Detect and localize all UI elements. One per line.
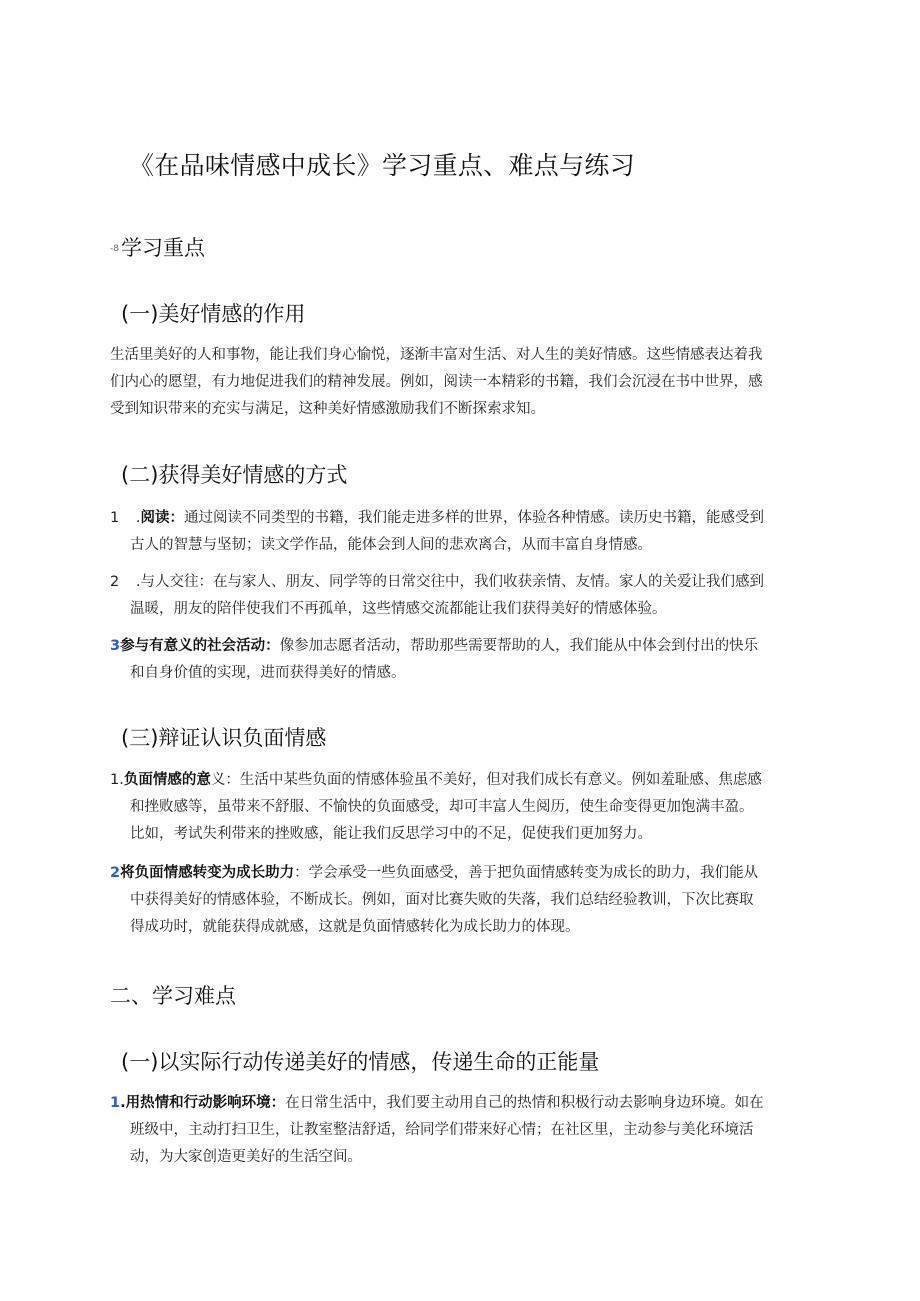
list-item (110, 860, 810, 941)
section-heading-key-points (110, 232, 205, 262)
subsection-heading: (三)辩证认识负面情感 (121, 726, 327, 750)
subsection-heading: (二)获得美好情感的方式 (121, 463, 348, 487)
item-label: 参与有意义的社会活动： (120, 638, 280, 654)
list-item (110, 767, 810, 848)
item-continuation: 温暖，朋友的陪伴使我们不再孤单，这些情感交流都能让我们获得美好的情感体验。 (130, 601, 667, 617)
item-continuation: 和挫败感等，虽带来不舒服、不愉快的负面感受，却可丰富人生阅历，使生命变得更加饱满丰盈。 (130, 799, 754, 815)
paragraph-line: 生活里美好的人和事物，能让我们身心愉悦，逐渐丰富对生活、对人生的美好情感。这些情感表达着我 (110, 347, 763, 363)
paragraph (110, 342, 810, 423)
item-continuation: 班级中，主动打扫卫生，让教室整洁舒适，给同学们带来好心情；在社区里，主动参与美化环境活 (130, 1122, 754, 1138)
subsection-heading: (一)以实际行动传递美好的情感，传递生命的正能量 (121, 1050, 600, 1074)
section-heading-difficulties: 二、学习难点 (110, 984, 236, 1008)
item-number: 2 (110, 865, 121, 881)
item-label: 负面情感的意 (123, 772, 211, 788)
item-separator: . (131, 510, 141, 526)
page-title: 《在品味情感中成长》学习重点、难点与练习 (129, 151, 636, 180)
item-continuation: 古人的智慧与坚韧；读文学作品，能体会到人间的悲欢离合，从而丰富自身情感。 (130, 537, 652, 553)
item-number: 2 (110, 574, 120, 590)
list-item (110, 633, 810, 687)
list-item (110, 505, 810, 559)
item-label: .用热情和行动影响环境： (120, 1095, 286, 1111)
item-text: 义：生活中某些负面的情感体验虽不美好，但对我们成长有意义。例如羞耻感、焦虑感 (210, 772, 762, 788)
item-continuation: 比如，考试失利带来的挫败感，能让我们反思学习中的不足，促使我们更加努力。 (130, 826, 652, 842)
item-text: ：学会承受一些负面感受，善于把负面情感转变为成长的助力，我们能从 (294, 865, 759, 881)
item-number: 1. (110, 772, 124, 788)
list-item (110, 569, 810, 623)
item-text: 与人交往：在与家人、朋友、同学等的日常交往中，我们收获亲情、友情。家人的关爱让我们感到 (140, 574, 764, 590)
item-continuation: 中获得美好的情感体验，不断成长。例如，面对比赛失败的失落，我们总结经验教训，下次比赛取 (130, 892, 754, 908)
item-number: 1 (110, 1095, 121, 1111)
heading-prefix: -8 (110, 244, 119, 254)
item-label: 将负面情感转变为成长助力 (120, 865, 295, 881)
paragraph-line: 受到知识带来的充实与满足，这种美好情感激励我们不断探索求知。 (110, 401, 545, 417)
subsection-heading: (一)美好情感的作用 (121, 302, 306, 326)
item-continuation: 得成功时，就能获得成就感，这就是负面情感转化为成长助力的体现。 (130, 919, 580, 935)
item-continuation: 动，为大家创造更美好的生活空间。 (130, 1149, 362, 1165)
item-number: 1 (110, 510, 120, 526)
item-text: 通过阅读不同类型的书籍，我们能走进多样的世界，体验各种情感。读历史书籍，能感受到 (183, 510, 764, 526)
item-label: 阅读： (140, 510, 184, 526)
paragraph-line: 们内心的愿望，有力地促进我们的精神发展。例如，阅读一本精彩的书籍，我们会沉浸在书中世界，感 (110, 374, 763, 390)
list-item (110, 1090, 810, 1171)
item-text: 在日常生活中，我们要主动用自己的热情和积极行动去影响身边环境。如在 (285, 1095, 764, 1111)
heading-text: 学习重点 (120, 236, 205, 260)
item-separator: . (131, 574, 141, 590)
item-number: 3 (110, 638, 121, 654)
item-text: 像参加志愿者活动，帮助那些需要帮助的人，我们能从中体会到付出的快乐 (279, 638, 759, 654)
item-continuation: 和自身价值的实现，进而获得美好的情感。 (130, 665, 406, 681)
